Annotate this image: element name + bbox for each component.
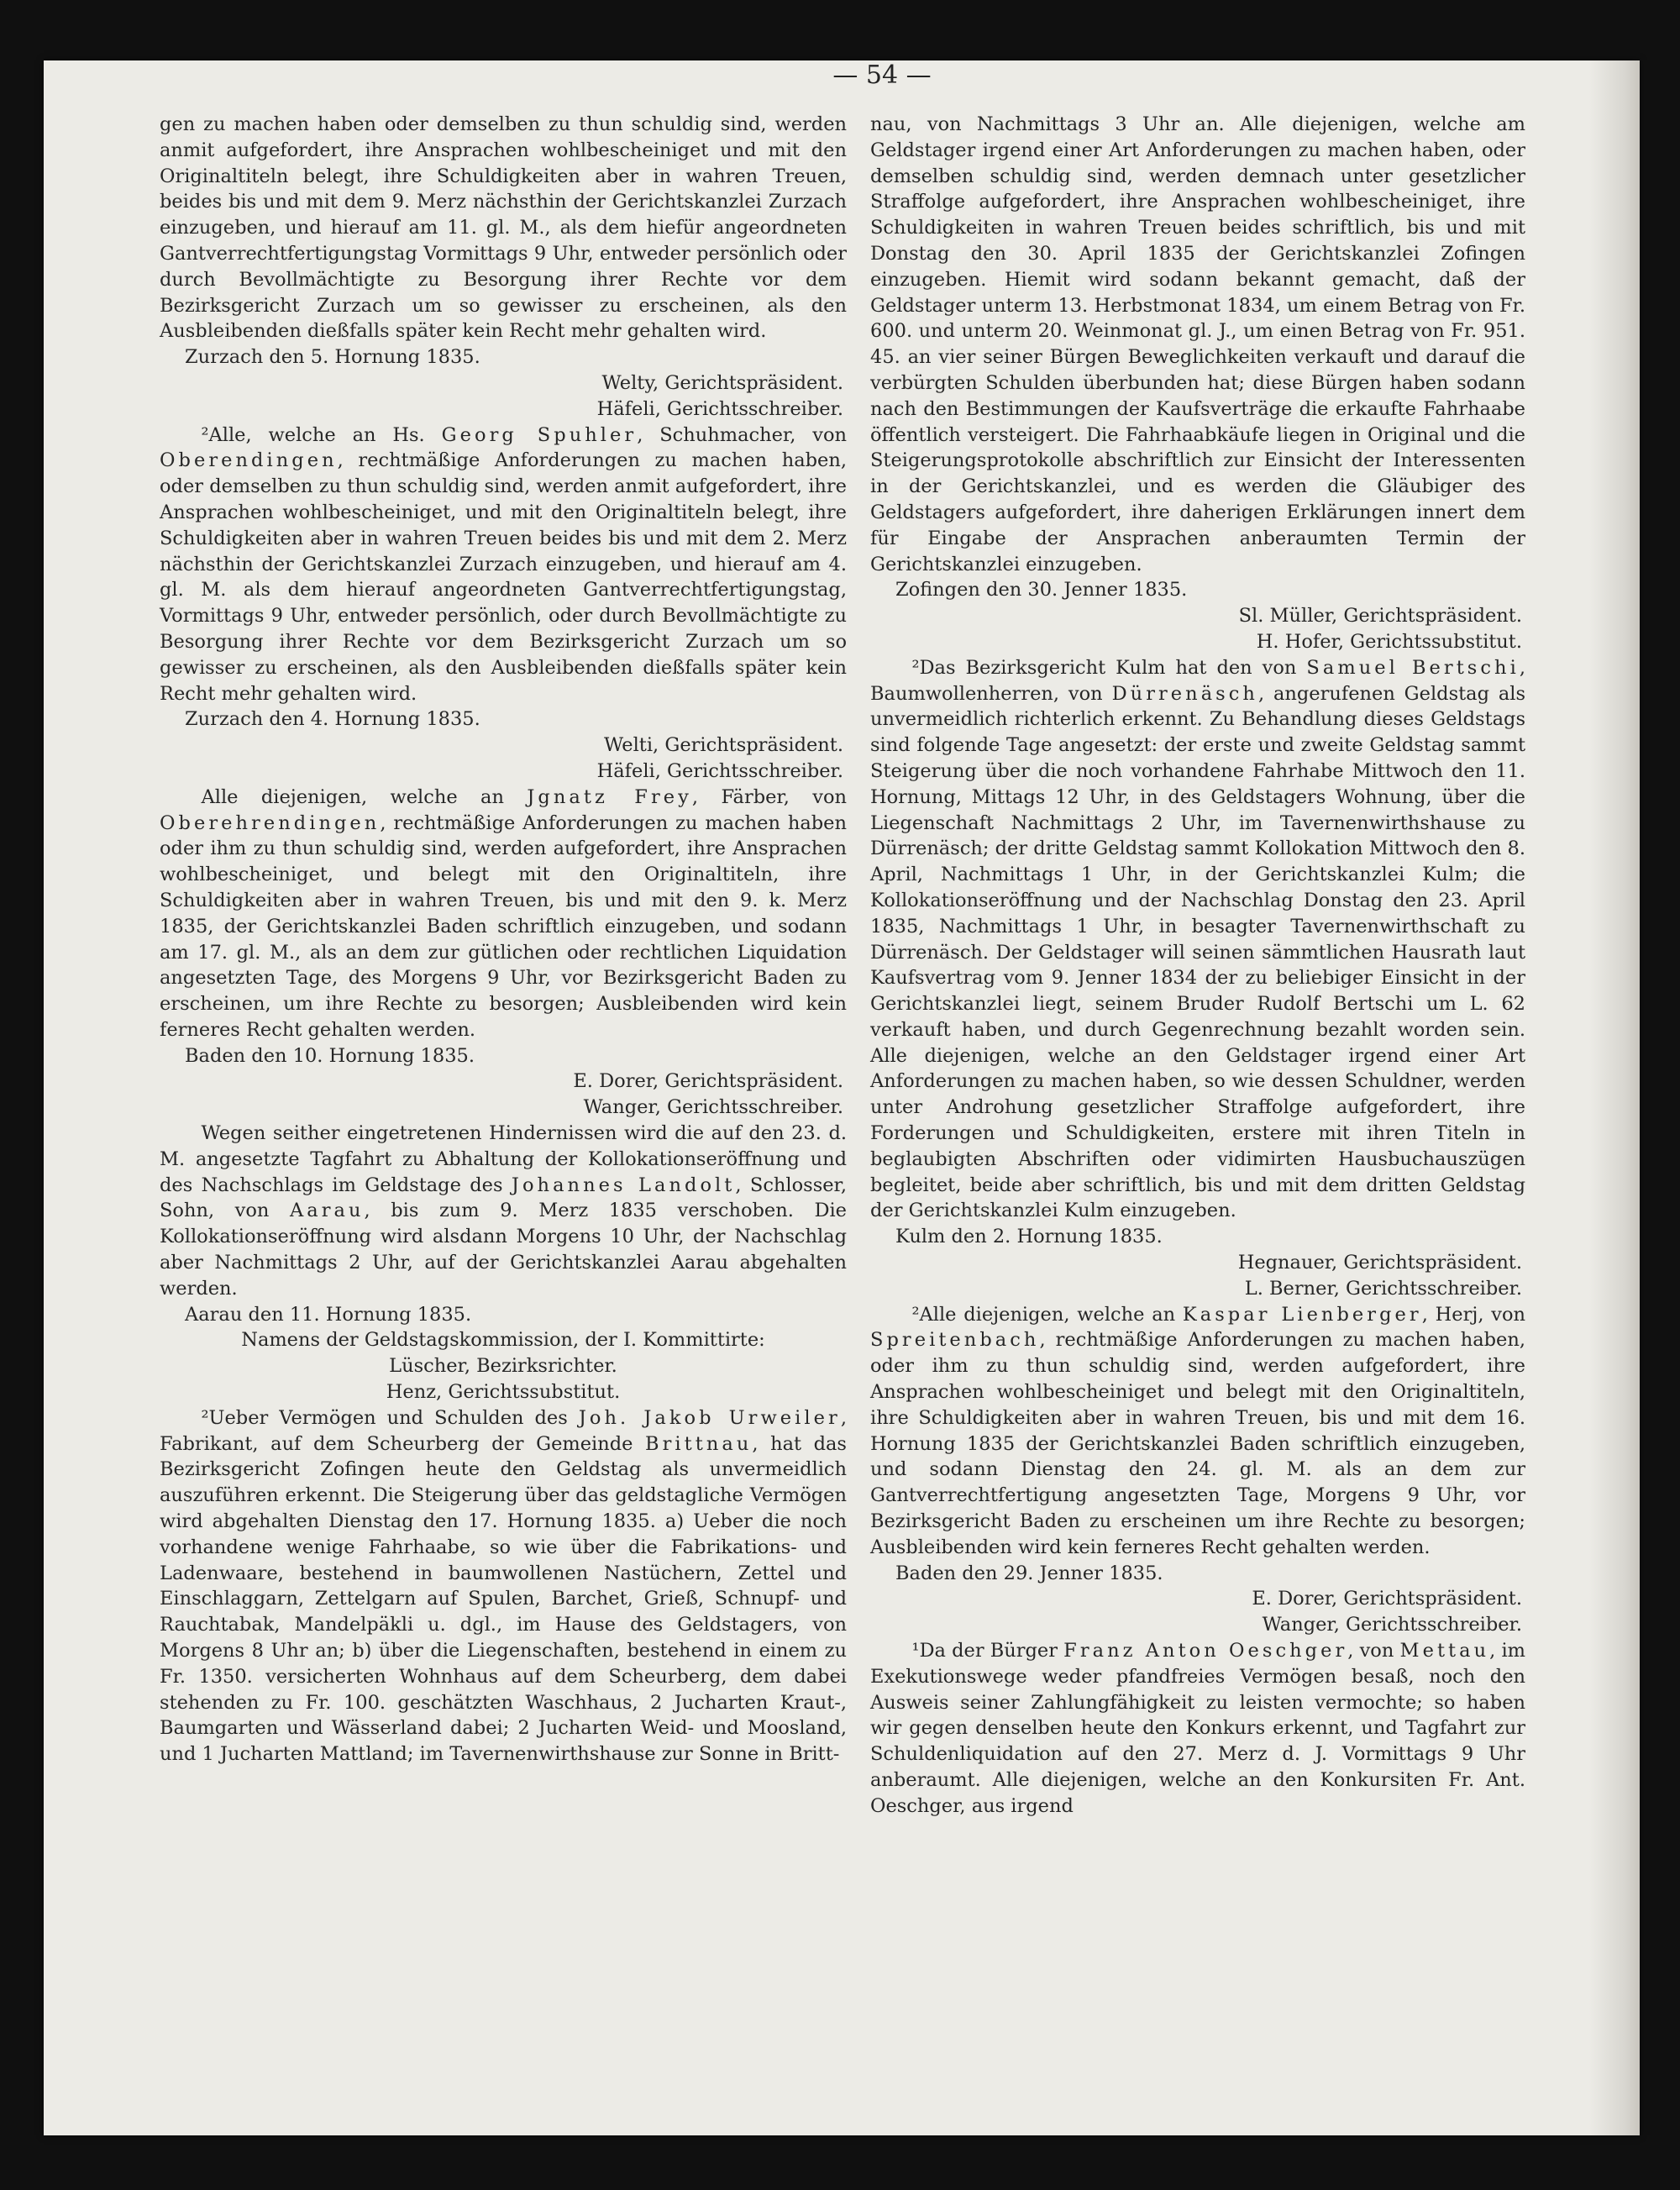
notice-text-part: , rechtmäßige Anforderungen zu machen haben oder ihm zu thun schuldig sind, werden aufgefordert, ihre Ansprachen wohlbescheiniget, und belegt mit den Originaltiteln, ihre Schuldigkeiten aber in wahren Treuen, bis und mit den 9. k. Merz 1835, der Gerichtskanzlei Baden schriftlich einzugeben, und sodann am 17. gl. M., als an dem zur gütlichen oder rechtlichen Liquidation angesetzten Tage, des Morgens 9 Uhr, vor Bezirksgericht Baden zu erscheinen, um ihre Rechte zu besorgen; Ausbleibenden wird kein ferneres Recht gehalten werden. xyxy=(160,811,847,1041)
place-name: Oberendingen xyxy=(160,449,338,472)
person-name: Kaspar Lienberger xyxy=(1182,1303,1422,1326)
notice-text-part: , von xyxy=(1347,1640,1400,1662)
notice-paragraph xyxy=(870,1638,1525,1820)
page-number: — 54 — xyxy=(832,60,932,90)
signature: Hegnauer, Gerichtspräsident. xyxy=(1237,1252,1522,1274)
notice-text-part: , Schuhmacher, von xyxy=(637,423,847,446)
notice-text-part: , angerufenen Geldstag als unvermeidlich richterlich erkennt. Zu Behandlung dieses Geldstags sind folgende Tage angesetzt: der erste und zweite Geldstag sammt Steigerung über die noch vorhandene Fahrhabe Mittwoch den 11. Hornung, Mittags 12 Uhr, in des Geldstagers Wohnung, über die Liegenschaft Nachmittags 2 Uhr, im Tavernenwirthshause zu Dürrenäsch; der dritte Geldstag sammt Kollokation Mittwoch den 8. April, Nachmittags 1 Uhr, in der Gerichtskanzlei Kulm; die Kollokationseröffnung und der Nachschlag Donstag den 23. April 1835, Nachmittags 1 Uhr, in besagter Tavernenwirthschaft zu Dürrenäsch. Der Geldstager will seinen sämmtlichen Hausrath laut Kaufsvertrag vom 9. Jenner 1834 der zu beliebiger Einsicht in der Gerichtskanzlei liegt, seinem Bruder Rudolf Bertschi um L. 62 verkauft haben, und durch Gegenrechnung bezahlt worden sein. Alle diejenigen, welche an den Geldstager irgend einer Art Anforderungen zu machen haben, so wie dessen Schuldner, werden unter Androhung gesetzlicher Straffolge aufgefordert, ihre Forderungen und Schuldigkeiten, erstere mit ihren Titeln in beglaubigten Abschriften oder vidimirten Hausbuchauszügen begleitet, beide aber schriftlich, bis und mit dem dritten Geldstag der Gerichtskanzlei Kulm einzugeben. xyxy=(870,682,1526,1222)
notice-date: Baden den 10. Hornung 1835. xyxy=(185,1044,475,1067)
notice-date: Zurzach den 5. Hornung 1835. xyxy=(185,346,480,369)
place-name: Aarau xyxy=(289,1200,365,1222)
notice-date: Kulm den 2. Hornung 1835. xyxy=(895,1226,1163,1248)
signature: Sl. Müller, Gerichtspräsident. xyxy=(1238,605,1522,628)
notice-paragraph xyxy=(160,423,847,707)
notice-text: gen zu machen haben oder demselben zu thun schuldig sind, werden anmit aufgefordert, ihre Ansprachen wohlbescheiniget und mit den Originaltiteln belegt, ihre Schuldigkeiten aber in wahren Treuen, beides bis und mit dem 9. Merz nächsthin der Gerichtskanzlei Zurzach einzugeben, und hierauf am 11. gl. M., als dem hiefür angeordneten Gantverrechtfertigungstag Vormittags 9 Uhr, entweder persönlich oder durch Bevollmächtigte zu Besorgung ihrer Rechte vor dem Bezirksgericht Zurzach um so gewisser zu erscheinen, als den Ausbleibenden dießfalls später kein Recht mehr gehalten wird. xyxy=(160,113,847,343)
signature: H. Hofer, Gerichtssubstitut. xyxy=(1256,630,1522,653)
signature: Wanger, Gerichtsschreiber. xyxy=(1262,1614,1522,1636)
place-name: Spreitenbach xyxy=(870,1329,1040,1352)
person-name: Samuel Bertschi xyxy=(1306,656,1520,679)
notice-text-part: , Herj, von xyxy=(1421,1303,1525,1326)
signature: Welti, Gerichtspräsident. xyxy=(604,734,843,757)
signature: Henz, Gerichtssubstitut. xyxy=(386,1381,621,1404)
notice-text-part: ¹Da der Bürger xyxy=(911,1640,1064,1662)
person-name: Johannes Landolt xyxy=(511,1174,736,1196)
notice-text-part: Wegen seither eingetretenen Hindernissen wird die auf den 23. d. M. angesetzte Tagfahrt zu Abhaltung der Kollokationseröffnung und des Nachschlags im Geldstage des xyxy=(160,1122,847,1196)
signature: Häfeli, Gerichtsschreiber. xyxy=(596,397,843,420)
notice-paragraph xyxy=(160,785,847,1043)
signature: E. Dorer, Gerichtspräsident. xyxy=(573,1070,843,1093)
notice-text-part: , bis zum 9. Merz 1835 verschoben. Die Kollokationseröffnung wird alsdann Morgens 10 Uhr, der Nachschlag aber Nachmittags 2 Uhr, auf der Gerichtskanzlei Aarau abgehalten werden. xyxy=(160,1200,847,1300)
place-name: Mettau xyxy=(1399,1640,1490,1662)
person-name: Jgnatz Frey xyxy=(527,785,692,808)
notice-text-part: , Schlosser, Sohn, von xyxy=(160,1174,847,1222)
signature: E. Dorer, Gerichtspräsident. xyxy=(1252,1588,1522,1610)
right-column xyxy=(870,112,1525,1820)
notice-text-part: , Färber, von xyxy=(691,785,847,808)
notice-text-part: Alle diejenigen, welche an xyxy=(201,785,528,808)
person-name: Franz Anton Oeschger xyxy=(1063,1640,1348,1662)
notice-text: nau, von Nachmittags 3 Uhr an. Alle diejenigen, welche am Geldstager irgend einer Art Anforderungen zu machen haben, oder demselben schuldig sind, werden demnach unter gesetzlicher Straffolge aufgefordert, ihre Ansprachen wohlbescheiniget, ihre Schuldigkeiten in wahren Treuen beides schriftlich, bis und mit Donstag den 30. April 1835 der Gerichtskanzlei Zofingen einzugeben. Hiemit wird sodann bekannt gemacht, daß der Geldstager unterm 13. Herbstmonat 1834, um einem Betrag von Fr. 600. und unterm 20. Weinmonat gl. J., um einen Betrag von Fr. 951. 45. an vier seiner Bürgen Beweglichkeiten verkauft und darauf die verbürgten Schulden überbunden hat; diese Bürgen haben sodann nach den Bestimmungen der Kaufsverträge die erkaufte Fahrhaabe öffentlich versteigert. Die Fahrhaabkäufe liegen in Original und die Steigerungsprotokolle abschriftlich zur Einsicht der Interessenten in der Gerichtskanzlei, und es werden die Gläubiger des Geldstagers aufgefordert, ihre daherigen Erklärungen innert dem für Eingabe der Ansprachen anberaumten Termin der Gerichtskanzlei einzugeben. xyxy=(870,113,1525,575)
notice-text-part: , im Exekutionswege weder pfandfreies Vermögen besaß, noch den Ausweis seiner Zahlungfähigkeit zu leisten vermochte; so haben wir gegen denselben heute den Konkurs erkennt, und Tagfahrt zur Schuldenliquidation auf den 27. Merz d. J. Vormittags 9 Uhr anberaumt. Alle diejenigen, welche an den Konkursiten Fr. Ant. Oeschger, aus irgend xyxy=(870,1640,1526,1817)
notice-paragraph xyxy=(870,1302,1525,1561)
place-name: Dürrenäsch xyxy=(1111,682,1258,705)
signature: Lüscher, Bezirksrichter. xyxy=(389,1355,617,1378)
person-name: Georg Spuhler xyxy=(441,423,638,446)
signature: Namens der Geldstagskommission, der I. Kommittirte: xyxy=(241,1329,765,1352)
notice-date: Baden den 29. Jenner 1835. xyxy=(895,1562,1163,1584)
signature: Häfeli, Gerichtsschreiber. xyxy=(596,759,843,782)
notice-text-part: , rechtmäßige Anforderungen zu machen haben, oder demselben zu thun schuldig sind, werden anmit aufgefordert, ihre Ansprachen wohlbescheiniget, und mit den Originaltiteln belegt, ihre Schuldigkeiten aber in wahren Treuen beides bis und mit dem 2. Merz nächsthin der Gerichtskanzlei Zurzach einzugeben, und hierauf am 4. gl. M. als dem hierauf angeordneten Gantverrechtfertigungstag, Vormittags 9 Uhr, entweder persönlich, oder durch Bevollmächtigte zu Besorgung ihrer Rechte vor dem Bezirksgericht Zurzach um so gewisser zu erscheinen, als den Ausbleibenden dießfalls später kein Recht mehr gehalten wird. xyxy=(160,449,847,705)
notice-text-part: ²Das Bezirksgericht Kulm hat den von xyxy=(911,656,1307,679)
signature: L. Berner, Gerichtsschreiber. xyxy=(1244,1277,1522,1300)
signature: Welty, Gerichtspräsident. xyxy=(601,371,843,394)
notice-text-part: , rechtmäßige Anforderungen zu machen haben, oder ihm zu thun schuldig sind, werden aufgefordert, ihre Ansprachen wohlbescheiniget und belegt mit den Originaltiteln, ihre Schuldigkeiten aber in wahren Treuen, bis und mit dem 16. Hornung 1835 der Gerichtskanzlei Baden schriftlich einzugeben, und sodann Dienstag den 24. gl. M. als an dem zur Gantverrechtfertigung angesetzten Tage, Morgens 9 Uhr, vor Bezirksgericht Baden zu erscheinen um ihre Rechte zu besorgen; Ausbleibenden wird kein ferneres Recht gehalten werden. xyxy=(870,1329,1525,1558)
notice-paragraph xyxy=(160,1121,847,1302)
left-column xyxy=(160,112,847,1767)
signature: Wanger, Gerichtsschreiber. xyxy=(583,1096,843,1119)
notice-text-part: , Fabrikant, auf dem Scheurberg der Gemeinde xyxy=(160,1406,847,1455)
place-name: Brittnau xyxy=(645,1432,753,1455)
notice-date: Aarau den 11. Hornung 1835. xyxy=(185,1303,472,1326)
notice-text-part: , Baumwollenherren, von xyxy=(870,656,1525,705)
place-name: Oberehrendingen xyxy=(160,811,381,834)
page-edge xyxy=(1589,60,1640,2135)
notice-text-part: ²Alle diejenigen, welche an xyxy=(911,1303,1183,1326)
notice-paragraph xyxy=(870,655,1525,1225)
person-name: Joh. Jakob Urweiler xyxy=(578,1406,841,1429)
notice-date: Zofingen den 30. Jenner 1835. xyxy=(895,579,1188,601)
notice-text-part: , hat das Bezirksgericht Zofingen heute den Geldstag als unvermeidlich auszuführen erkennt. Die Steigerung über das geldstagliche Vermögen wird abgehalten Dienstag den 17. Hornung 1835. a) Ueber die noch vorhandene wenige Fahrhaabe, so wie über die Fabrikations- und Ladenwaare, bestehend in baumwollenen Nastüchern, Zettel und Einschlaggarn, Zettelgarn auf Spulen, Barchet, Grieß, Schnupf- und Rauchtabak, Mandelpäkli u. dgl., im Hause des Geldstagers, von Morgens 8 Uhr an; b) über die Liegenschaften, bestehend in einem zu Fr. 1350. versicherten Wohnhaus auf dem Scheurberg, dem dabei stehenden zu Fr. 100. geschätzten Waschhaus, 2 Jucharten Kraut-, Baumgarten und Wässerland dabei; 2 Jucharten Weid- und Moosland, und 1 Jucharten Mattland; im Tavernenwirthshause zur Sonne in Britt- xyxy=(160,1432,847,1766)
notice-paragraph xyxy=(160,1405,847,1767)
notice-text-part: ²Alle, welche an Hs. xyxy=(201,423,442,446)
notice-date: Zurzach den 4. Hornung 1835. xyxy=(185,708,480,731)
notice-text-part: ²Ueber Vermögen und Schulden des xyxy=(201,1406,579,1429)
